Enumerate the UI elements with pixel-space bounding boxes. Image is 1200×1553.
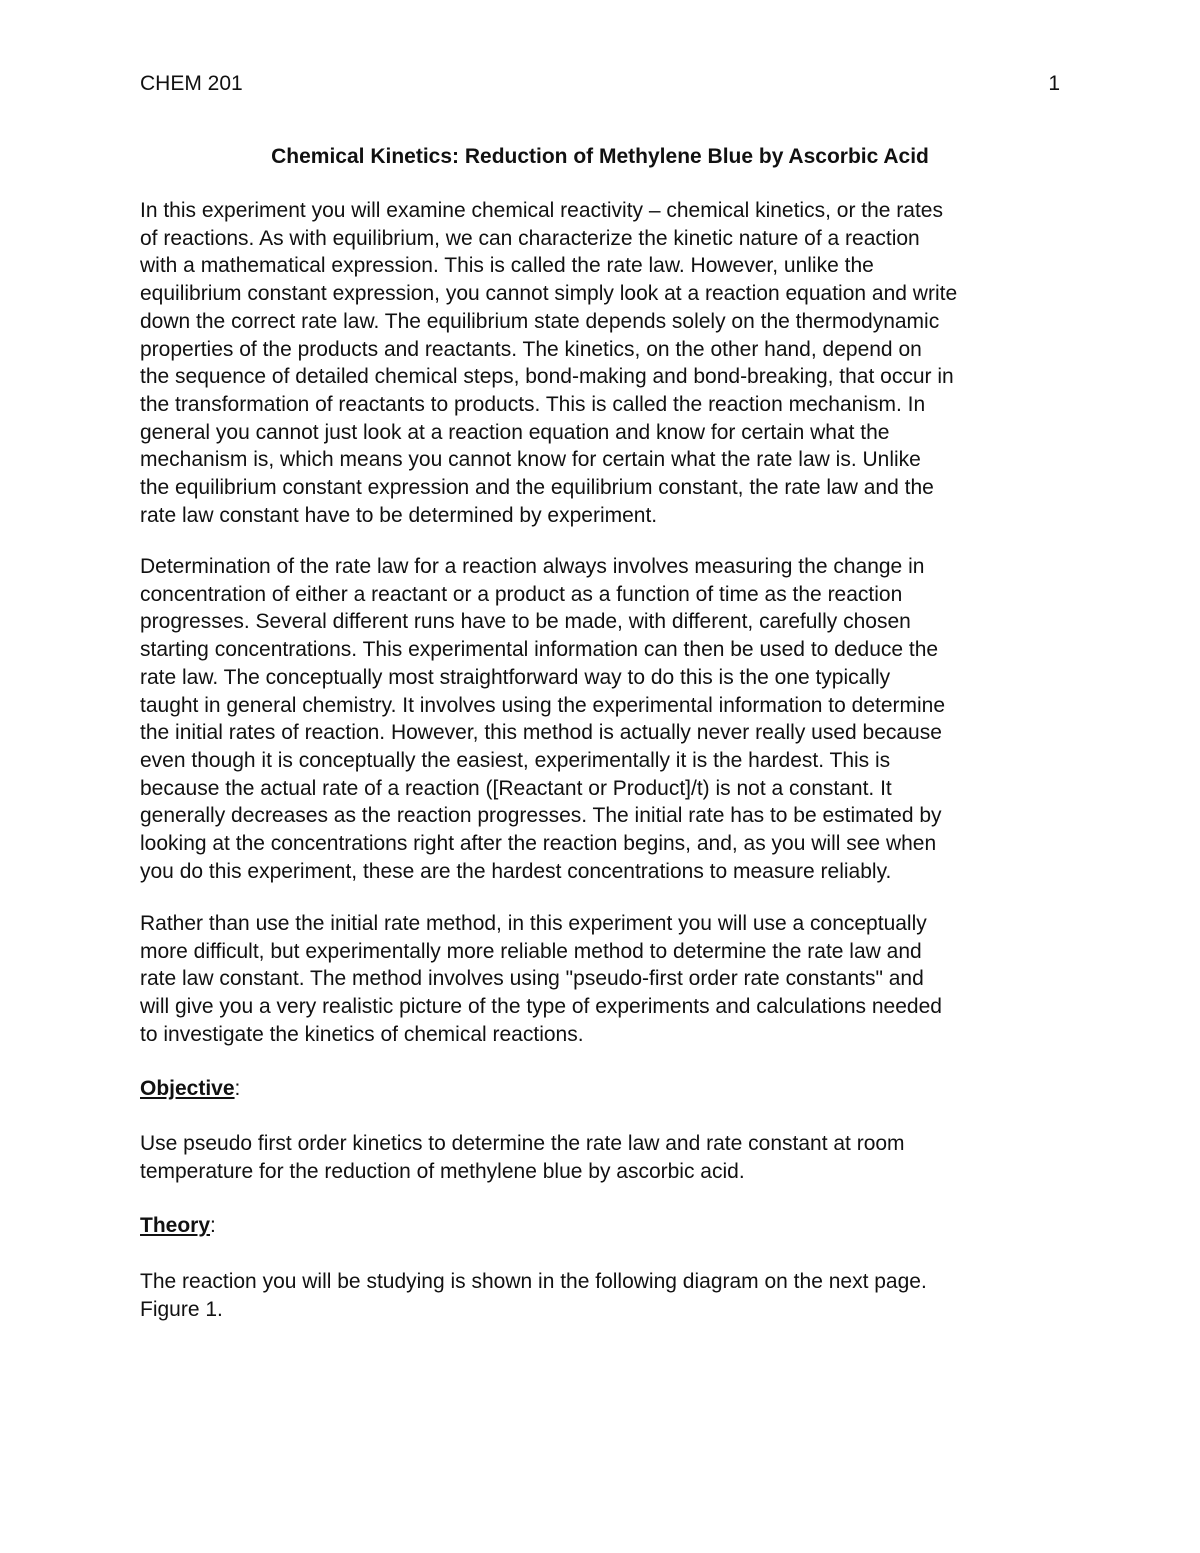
objective-paragraph	[140, 1130, 1080, 1185]
theory-heading-colon: :	[210, 1214, 216, 1237]
paragraph-line: the transformation of reactants to products. This is called the reaction mechanism. In	[140, 392, 926, 416]
paragraph-line: properties of the products and reactants. The kinetics, on the other hand, depend on	[140, 337, 922, 361]
theory-heading-text: Theory	[140, 1214, 211, 1237]
paragraph-line: In this experiment you will examine chemical reactivity – chemical kinetics, or the rates	[140, 199, 943, 222]
paragraph-line: rate law constant have to be determined by experiment.	[140, 503, 658, 527]
paragraph-line: Figure 1.	[140, 1297, 223, 1321]
paragraph-line: The reaction you will be studying is shown in the following diagram on the next page.	[140, 1270, 927, 1293]
paragraph-line: to investigate the kinetics of chemical reactions.	[140, 1022, 584, 1046]
paragraph-line: the sequence of detailed chemical steps, bond-making and bond-breaking, that occur in	[140, 365, 954, 389]
paragraph-line: rate law. The conceptually most straightforward way to do this is the one typically	[140, 665, 891, 689]
paragraph-line: because the actual rate of a reaction ([Reactant or Product]/t) is not a constant. It	[140, 776, 892, 800]
paragraph-line: rate law constant. The method involves using "pseudo-first order rate constants" and	[140, 967, 924, 991]
paragraph-line: looking at the concentrations right after the reaction begins, and, as you will see when	[140, 832, 937, 856]
theory-paragraph	[140, 1268, 1080, 1323]
paragraph-line: equilibrium constant expression, you cannot simply look at a reaction equation and write	[140, 282, 958, 306]
paragraph-line: of reactions. As with equilibrium, we can characterize the kinetic nature of a reaction	[140, 226, 920, 250]
paragraph-line: with a mathematical expression. This is called the rate law. However, unlike the	[140, 254, 874, 278]
paragraph-line: you do this experiment, these are the hardest concentrations to measure reliably.	[140, 859, 892, 883]
document-title: Chemical Kinetics: Reduction of Methylene Blue by Ascorbic Acid	[271, 145, 929, 168]
paragraph-line: the initial rates of reaction. However, this method is actually never really used because	[140, 721, 942, 745]
method-paragraph	[140, 910, 1080, 1049]
course-header: CHEM 201	[140, 72, 243, 95]
paragraph-line: Use pseudo first order kinetics to determine the rate law and rate constant at room	[140, 1132, 905, 1155]
paragraph-line: temperature for the reduction of methylene blue by ascorbic acid.	[140, 1159, 745, 1183]
paragraph-line: down the correct rate law. The equilibrium state depends solely on the thermodynamic	[140, 309, 940, 333]
paragraph-line: mechanism is, which means you cannot know for certain what the rate law is. Unlike	[140, 448, 921, 472]
paragraph-line: Determination of the rate law for a reaction always involves measuring the change in	[140, 555, 925, 578]
paragraph-line: general you cannot just look at a reaction equation and know for certain what the	[140, 420, 890, 444]
paragraph-line: more difficult, but experimentally more reliable method to determine the rate law and	[140, 939, 922, 963]
theory-heading	[140, 1212, 216, 1240]
paragraph-line: starting concentrations. This experimental information can then be used to deduce the	[140, 638, 939, 662]
paragraph-line: generally decreases as the reaction progresses. The initial rate has to be estimated by	[140, 804, 942, 828]
paragraph-line: progresses. Several different runs have to be made, with different, carefully chosen	[140, 610, 911, 634]
paragraph-line: will give you a very realistic picture of the type of experiments and calculations needed	[140, 995, 942, 1019]
intro-paragraph	[140, 197, 1080, 529]
paragraph-line: Rather than use the initial rate method, in this experiment you will use a conceptually	[140, 912, 927, 935]
objective-heading-colon: :	[234, 1077, 241, 1100]
paragraph-line: concentration of either a reactant or a product as a function of time as the reaction	[140, 582, 903, 606]
page-number: 1	[1048, 72, 1060, 95]
paragraph-line: the equilibrium constant expression and the equilibrium constant, the rate law and the	[140, 476, 934, 500]
objective-heading-text: Objective	[140, 1077, 235, 1100]
rate-law-paragraph	[140, 553, 1080, 885]
paragraph-line: taught in general chemistry. It involves using the experimental information to determine	[140, 693, 946, 717]
paragraph-line: even though it is conceptually the easiest, experimentally it is the hardest. This is	[140, 748, 891, 772]
objective-heading	[140, 1075, 240, 1103]
